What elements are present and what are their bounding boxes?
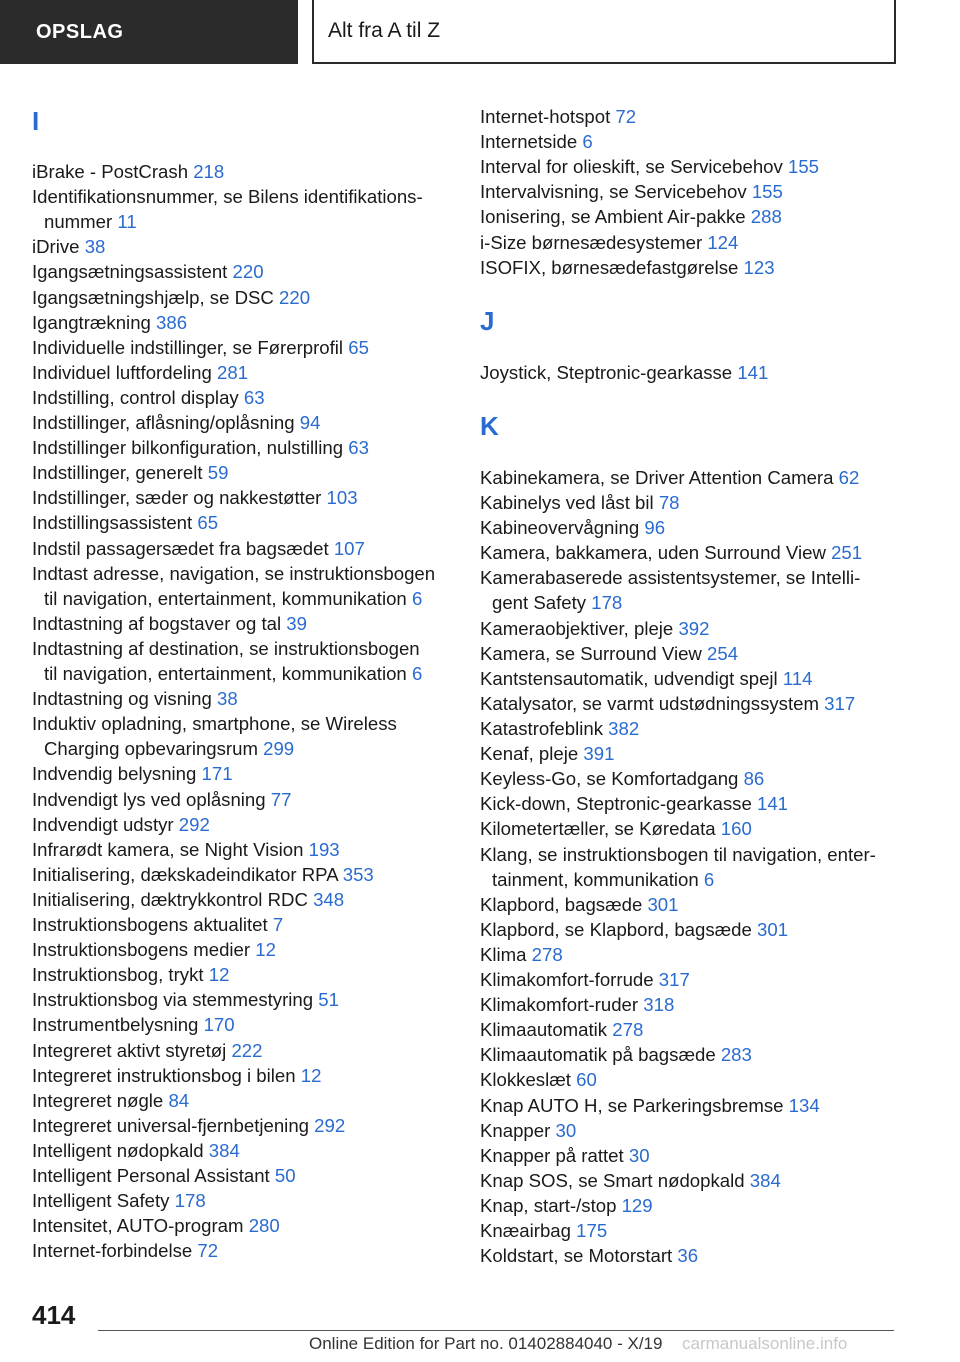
entry-term: Igangtrækning: [32, 311, 151, 333]
index-entry: [32, 812, 450, 837]
index-entry: [32, 410, 450, 435]
index-entry: [480, 842, 900, 892]
page-reference-link[interactable]: 38: [84, 236, 106, 258]
entry-term: Interval for olieskift, se Servicebehov: [480, 156, 783, 178]
page-reference-link[interactable]: 254: [707, 642, 739, 664]
entry-term: Klang, se instruktionsbogen til navigation, enter-: [480, 843, 876, 865]
entry-term: Klapbord, bagsæde: [480, 893, 643, 915]
entry-term: Instruktionsbog, trykt: [32, 964, 204, 986]
index-entry: [480, 1093, 900, 1118]
entry-term: Internet-hotspot: [480, 106, 611, 127]
index-entry: [480, 816, 900, 841]
page-reference-link[interactable]: 65: [348, 336, 369, 358]
page-reference-link[interactable]: 123: [743, 256, 775, 278]
page-reference-link[interactable]: 386: [156, 311, 188, 333]
entry-term: Igangsætningsassistent: [32, 261, 228, 283]
entry-term: Knæairbag: [480, 1220, 571, 1241]
index-letter-j: J: [480, 306, 495, 336]
index-entry: [480, 917, 900, 942]
entry-term: Kameraobjektiver, pleje: [480, 617, 674, 639]
index-entry: [32, 1138, 450, 1163]
index-entry: [480, 204, 900, 229]
page-reference-link[interactable]: 78: [658, 492, 680, 514]
index-entry: [480, 741, 900, 766]
index-entry: [32, 987, 450, 1012]
page-reference-link[interactable]: 107: [333, 537, 365, 559]
page-reference-link[interactable]: 218: [193, 161, 225, 182]
index-entry: [480, 465, 900, 490]
index-entry: [480, 1143, 900, 1168]
index-entry: [480, 942, 900, 967]
entry-term: Induktiv opladning, smartphone, se Wireless: [32, 713, 397, 735]
page-reference-link[interactable]: 220: [279, 286, 311, 308]
entry-term: Knapper: [480, 1119, 551, 1141]
index-entry: [480, 540, 900, 565]
index-entry: [32, 159, 450, 184]
page-reference-link[interactable]: 86: [743, 768, 765, 790]
entry-term: Intelligent Safety: [32, 1190, 170, 1212]
index-entry: [32, 962, 450, 987]
index-entry: [480, 1118, 900, 1143]
entry-term: Internetside: [480, 131, 578, 153]
index-entry: [480, 1067, 900, 1092]
page-reference-link[interactable]: 178: [174, 1190, 206, 1212]
index-entry: [32, 912, 450, 937]
index-entry: [32, 1188, 450, 1213]
page-reference-link[interactable]: 384: [208, 1139, 240, 1161]
page-reference-link[interactable]: 281: [217, 361, 249, 383]
index-entry: [32, 310, 450, 335]
entry-term: Integreret universal-fjernbetjening: [32, 1114, 309, 1136]
entry-term: Indvendig belysning: [32, 763, 197, 785]
page-reference-link[interactable]: 63: [243, 386, 265, 408]
entry-term: Klimaautomatik på bagsæde: [480, 1044, 716, 1066]
entry-term: Kabinekamera, se Driver Attention Camera: [480, 467, 834, 488]
page-reference-link[interactable]: 6: [411, 587, 423, 609]
page-reference-link[interactable]: 63: [348, 437, 369, 459]
page-reference-link[interactable]: 353: [342, 863, 374, 885]
page-reference-link[interactable]: 384: [749, 1169, 781, 1191]
index-entry: [32, 285, 450, 310]
entry-term: Klimakomfort-ruder: [480, 994, 639, 1016]
entry-term: ISOFIX, børnesædefastgørelse: [480, 256, 739, 278]
entry-term: Intelligent Personal Assistant: [32, 1165, 270, 1186]
section-label: OPSLAG: [36, 20, 124, 43]
index-entry: [480, 515, 900, 540]
entry-term: Knapper på rattet: [480, 1144, 624, 1166]
index-entry: [480, 666, 900, 691]
entry-term: Kick-down, Steptronic-gearkasse: [480, 793, 752, 815]
entry-term: Indstillinger, sæder og nakkestøtter: [32, 487, 322, 509]
index-entry: [32, 1113, 450, 1138]
page-reference-link[interactable]: 178: [591, 592, 623, 614]
entry-term: Kantstensautomatik, udvendigt spejl: [480, 667, 778, 689]
page-reference-link[interactable]: 72: [615, 106, 637, 127]
page-reference-link[interactable]: 6: [703, 868, 715, 890]
page-reference-link[interactable]: 51: [318, 989, 339, 1011]
page-reference-link[interactable]: 222: [231, 1039, 263, 1061]
index-entry: [32, 611, 450, 636]
index-entry: [480, 1218, 900, 1243]
index-entry: [32, 259, 450, 284]
page-reference-link[interactable]: 7: [272, 914, 284, 935]
index-entry: [480, 179, 900, 204]
page-reference-link[interactable]: 59: [207, 462, 229, 484]
edition-text: Online Edition for Part no. 01402884040 - X/19: [309, 1334, 663, 1353]
entry-term-continued: til navigation, entertainment, kommunikation: [44, 587, 407, 609]
index-entry: [480, 1017, 900, 1042]
index-entry: [32, 787, 450, 812]
entry-term: Individuel luftfordeling: [32, 361, 212, 383]
entry-term-continued: gent Safety: [492, 592, 587, 614]
page-reference-link[interactable]: 317: [824, 692, 856, 714]
entry-term: i-Size børnesædesystemer: [480, 231, 703, 253]
entry-term: Instrumentbelysning: [32, 1014, 199, 1036]
page-reference-link[interactable]: 39: [286, 612, 307, 634]
page-reference-link[interactable]: 124: [707, 231, 739, 253]
page-reference-link[interactable]: 11: [117, 211, 137, 233]
index-entry: [32, 1088, 450, 1113]
index-entry: [32, 234, 450, 259]
index-entry: [480, 1243, 900, 1268]
index-entry: [32, 460, 450, 485]
entry-term: Klimakomfort-forrude: [480, 969, 654, 990]
index-entry: [32, 1163, 450, 1188]
entry-term: Knap SOS, se Smart nødopkald: [480, 1169, 745, 1191]
index-entry: [480, 129, 900, 154]
index-entry: [32, 686, 450, 711]
index-entry: [32, 360, 450, 385]
page-reference-link[interactable]: 96: [644, 517, 666, 539]
index-entry: [480, 154, 900, 179]
page-reference-link[interactable]: 301: [757, 918, 789, 940]
page-reference-link[interactable]: 299: [263, 738, 295, 760]
page-reference-link[interactable]: 114: [782, 667, 813, 689]
entry-term: iDrive: [32, 236, 80, 258]
page-reference-link[interactable]: 155: [751, 181, 783, 203]
page-reference-link[interactable]: 288: [750, 206, 782, 228]
entry-term: Knap, start-/stop: [480, 1194, 617, 1216]
page-reference-link[interactable]: 171: [201, 763, 233, 785]
index-entry: [480, 716, 900, 741]
index-entry: [32, 937, 450, 962]
index-entry: [32, 335, 450, 360]
footer-divider: [98, 1330, 894, 1331]
entry-term: Indtastning af destination, se instruktionsbogen: [32, 637, 420, 659]
page-reference-link[interactable]: 12: [300, 1064, 322, 1086]
page-reference-link[interactable]: 94: [299, 412, 321, 433]
index-entry: [32, 385, 450, 410]
index-entry: [32, 636, 450, 686]
page-reference-link[interactable]: 129: [621, 1194, 653, 1216]
page-reference-link[interactable]: 160: [720, 818, 752, 840]
page-reference-link[interactable]: 283: [720, 1044, 752, 1066]
index-entry: [480, 992, 900, 1017]
entry-term: Katastrofeblink: [480, 718, 603, 739]
entry-term: Katalysator, se varmt udstødningssystem: [480, 692, 819, 714]
page-reference-link[interactable]: 62: [838, 467, 860, 488]
index-entry: [32, 1238, 450, 1263]
entry-term: Kamerabaserede assistentsystemer, se Intelli-: [480, 567, 861, 589]
page-number: 414: [32, 1300, 76, 1330]
watermark: carmanualsonline.info: [682, 1334, 848, 1353]
page-reference-link[interactable]: 134: [788, 1094, 820, 1116]
entry-term: Indstil passagersædet fra bagsædet: [32, 537, 329, 559]
page-reference-link[interactable]: 141: [737, 362, 769, 383]
index-entry: [480, 641, 900, 666]
index-entry: [480, 565, 900, 615]
entry-term: Ionisering, se Ambient Air-pakke: [480, 206, 746, 228]
page-reference-link[interactable]: 278: [612, 1019, 644, 1041]
index-entry: [32, 510, 450, 535]
page-reference-link[interactable]: 170: [203, 1014, 235, 1036]
index-entry: [32, 761, 450, 786]
page-reference-link[interactable]: 193: [308, 838, 340, 860]
index-entry: [480, 255, 900, 280]
entry-term-continued: Charging opbevaringsrum: [44, 738, 258, 760]
page-reference-link[interactable]: 30: [628, 1144, 650, 1166]
index-entry: [32, 887, 450, 912]
page-reference-link[interactable]: 220: [232, 261, 264, 283]
entry-term: Integreret nøgle: [32, 1089, 164, 1111]
index-entry: [32, 435, 450, 460]
chapter-title: [312, 0, 896, 64]
index-entry: [480, 490, 900, 515]
page-reference-link[interactable]: 392: [678, 617, 710, 639]
entry-term: Kabinelys ved låst bil: [480, 492, 654, 514]
page-reference-link[interactable]: 6: [582, 131, 593, 153]
entry-term: Indstillinger bilkonfiguration, nulstilling: [32, 437, 344, 459]
index-entry: [32, 1213, 450, 1238]
page-reference-link[interactable]: 141: [756, 793, 789, 815]
index-entry: [480, 791, 900, 816]
entry-term-continued: til navigation, entertainment, kommunikation: [44, 662, 407, 684]
index-entry: [32, 1063, 450, 1088]
entry-term: Initialisering, dæktrykkontrol RDC: [32, 888, 308, 910]
entry-term: Instruktionsbogens aktualitet: [32, 914, 268, 935]
index-entry: [480, 892, 900, 917]
entry-term: Kabineovervågning: [480, 517, 640, 539]
page-reference-link[interactable]: 251: [831, 542, 863, 564]
index-entry: [480, 691, 900, 716]
entry-term: Klokkeslæt: [480, 1069, 571, 1091]
entry-term: Kamera, bakkamera, uden Surround View: [480, 542, 826, 564]
entry-term: Instruktionsbog via stemmestyring: [32, 989, 314, 1011]
entry-term: Klima: [480, 943, 527, 965]
page-reference-link[interactable]: 317: [658, 969, 690, 990]
index-entry: [32, 711, 450, 761]
page-reference-link[interactable]: 301: [647, 893, 679, 915]
entry-term-continued: nummer: [44, 211, 113, 233]
index-entry: [32, 837, 450, 862]
entry-term: Integreret instruktionsbog i bilen: [32, 1064, 296, 1086]
page-reference-link[interactable]: 280: [248, 1215, 280, 1237]
entry-term: Indtastning og visning: [32, 688, 212, 710]
index-entry: [480, 967, 900, 992]
page-reference-link[interactable]: 65: [197, 512, 219, 534]
entry-term: Keyless-Go, se Komfortadgang: [480, 768, 739, 790]
entry-term: Indstillingsassistent: [32, 512, 193, 534]
page-reference-link[interactable]: 103: [326, 487, 358, 509]
index-entry: [480, 1193, 900, 1218]
page-reference-link[interactable]: 84: [168, 1089, 190, 1111]
entry-term: Individuelle indstillinger, se Førerprofil: [32, 336, 344, 358]
page-reference-link[interactable]: 12: [255, 939, 276, 961]
page-reference-link[interactable]: 292: [314, 1114, 346, 1136]
section-tab: [0, 0, 298, 64]
index-letter-i: I: [32, 106, 40, 136]
page-reference-link[interactable]: 38: [217, 688, 238, 710]
entry-term: Knap AUTO H, se Parkeringsbremse: [480, 1094, 784, 1116]
page-reference-link[interactable]: 30: [555, 1119, 577, 1141]
index-entry: [480, 230, 900, 255]
entry-term: Indvendigt lys ved oplåsning: [32, 788, 266, 810]
page-reference-link[interactable]: 278: [531, 943, 563, 965]
entry-term: Indstilling, control display: [32, 386, 239, 408]
entry-term-continued: tainment, kommunikation: [492, 868, 699, 890]
index-entry: [32, 561, 450, 611]
entry-term: Indstillinger, generelt: [32, 462, 203, 484]
page-reference-link[interactable]: 50: [274, 1165, 296, 1186]
chapter-title-text: Alt fra A til Z: [328, 19, 441, 42]
index-letter-k: K: [480, 411, 499, 441]
page-reference-link[interactable]: 155: [787, 156, 820, 178]
page-reference-link[interactable]: 36: [677, 1245, 699, 1267]
entry-term: Internet-forbindelse: [32, 1240, 193, 1262]
index-entry: [32, 536, 450, 561]
entry-term: Intervalvisning, se Servicebehov: [480, 181, 747, 203]
index-entry: [480, 1042, 900, 1067]
page-reference-link[interactable]: 318: [643, 994, 675, 1016]
page-reference-link[interactable]: 77: [270, 788, 292, 810]
entry-term: Kilometertæller, se Køredata: [480, 818, 716, 840]
entry-term: Initialisering, dækskadeindikator RPA: [32, 863, 338, 885]
entry-term: Igangsætningshjælp, se DSC: [32, 286, 274, 308]
page-reference-link[interactable]: 382: [608, 718, 640, 739]
index-entry: [480, 1168, 900, 1193]
entry-term: Integreret aktivt styretøj: [32, 1039, 227, 1061]
index-entry: [32, 862, 450, 887]
page-reference-link[interactable]: 6: [411, 662, 423, 684]
page-reference-link[interactable]: 175: [576, 1220, 608, 1241]
index-entry: [32, 1012, 450, 1037]
page-reference-link[interactable]: 292: [178, 813, 210, 835]
index-entry: [480, 616, 900, 641]
index-entry: [32, 485, 450, 510]
entry-term: Klimaautomatik: [480, 1019, 608, 1041]
entry-term: Indtast adresse, navigation, se instruktionsbogen: [32, 562, 436, 584]
entry-term: iBrake - PostCrash: [32, 161, 189, 182]
entry-term: Intensitet, AUTO-program: [32, 1215, 244, 1237]
entry-term: Joystick, Steptronic-gearkasse: [480, 362, 733, 383]
page-reference-link[interactable]: 12: [208, 964, 230, 986]
page-reference-link[interactable]: 348: [313, 888, 345, 910]
page-reference-link[interactable]: 60: [576, 1069, 597, 1091]
index-entry: [480, 104, 900, 129]
entry-term: Intelligent nødopkald: [32, 1139, 204, 1161]
entry-term: Infrarødt kamera, se Night Vision: [32, 838, 304, 860]
index-entry: [32, 184, 450, 234]
entry-term: Kamera, se Surround View: [480, 642, 702, 664]
entry-term: Indstillinger, aflåsning/oplåsning: [32, 412, 295, 433]
entry-term: Indvendigt udstyr: [32, 813, 174, 835]
index-entry: [480, 360, 900, 385]
entry-term: Koldstart, se Motorstart: [480, 1245, 673, 1267]
entry-term: Kenaf, pleje: [480, 743, 579, 765]
entry-term: Klapbord, se Klapbord, bagsæde: [480, 918, 752, 940]
page-reference-link[interactable]: 391: [583, 743, 615, 765]
index-entry: [480, 766, 900, 791]
index-entry: [32, 1038, 450, 1063]
entry-term: Identifikationsnummer, se Bilens identifikations-: [32, 186, 423, 208]
entry-term: Instruktionsbogens medier: [32, 939, 251, 961]
entry-term: Indtastning af bogstaver og tal: [32, 612, 282, 634]
page-reference-link[interactable]: 72: [197, 1240, 219, 1262]
